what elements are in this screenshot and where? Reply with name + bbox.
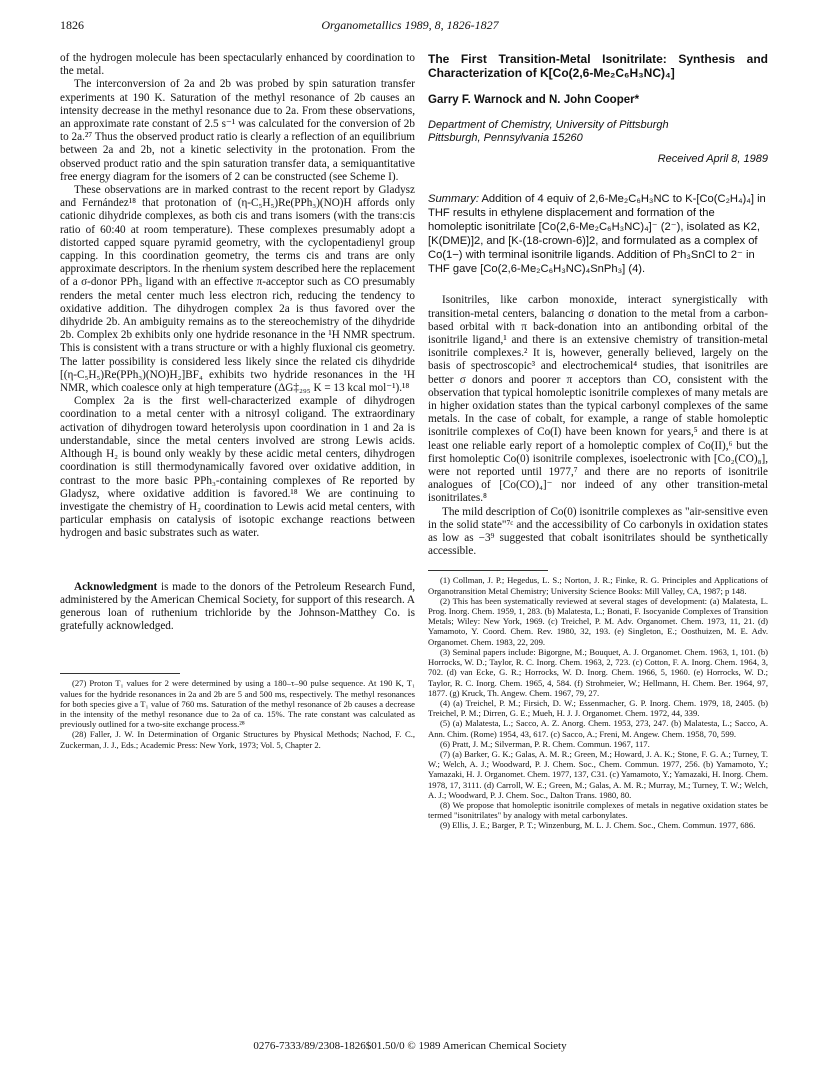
footnote: (6) Pratt, J. M.; Silverman, P. R. Chem. Commun. 1967, 117. xyxy=(440,738,650,749)
article-authors: Garry F. Warnock and N. John Cooper* xyxy=(428,94,640,106)
body-paragraph: Complex 2a is the first well-characterized example of dihydrogen coordination to a metal center with a nitrosyl coligand. The extraordinary activation of dihydrogen toward heterolysis upon coordination in 1 and 2a is understandable, since the metal centers involved are strong Lewis acids. Although H₂ is bound only weakly by these acidic metal centers, dihydrogen coordination is still thermodynamically favored over oxidative addition, in contrast to the more basic PPh₃-containing complexes of Re reported by Gladysz, where oxidative addition is favored.¹⁸ We are continuing to investigate the chemistry of H₂ coordination to Lewis acid metal centers, with particular emphasis on catalysis of isotopic exchange reactions between hydrogen and basic substrates such as water. xyxy=(60,395,415,540)
footnote: (7) (a) Barker, G. K.; Galas, A. M. R.; Green, M.; Howard, J. A. K.; Stone, F. G. A.; Turney, T. W.; Welch, A. J.; Woodward, P. J. Chem. Soc., Chem. Commun. 1977, 256. (b) Yamamoto, Y.; Yamazaki, H. J. Organomet. Chem. 1977, 137, C31. (c) Yamamoto, Y.; Yamazaki, H. Inorg. Chem. 1978, 17, 3111. (d) Carroll, W. E.; Green, M.; Galas, A. M. R.; Murray, M.; Turney, T. W.; Welch, A. J.; Woodward, P. J. Chem. Soc., Dalton Trans. 1980, 80. xyxy=(428,748,768,800)
footnote-rule xyxy=(60,673,180,674)
affiliation-line: Department of Chemistry, University of Pittsburgh xyxy=(428,119,669,132)
acknowledgment-text: is made to the donors of the Petroleum Research Fund, administered by the American Chemical Society, for support of this research. A generous loan of ruthenium trichloride by the Johnson-Matthey Co. is gratefully acknowledged. xyxy=(60,580,415,633)
page-number: 1826 xyxy=(60,18,84,32)
journal-citation: Organometallics 1989, 8, 1826-1827 xyxy=(321,18,499,32)
footnote: (28) Faller, J. W. In Determination of Organic Structures by Physical Methods; Nachod, F. C., Zuckerman, J. J., Eds.; Academic Press: New York, 1973; Vol. 5, Chapter 2. xyxy=(60,729,415,750)
page-footer: 0276-7333/89/2308-1826$01.50/0 © 1989 American Chemical Society xyxy=(253,1040,567,1052)
footnote: (27) Proton T₁ values for 2 were determined by using a 180–τ–90 pulse sequence. At 190 K, T₁ values for the hydride resonances in 2a and 2b are 5 and 500 ms, respectively. The methyl resonances for both species give a T₁ value of 760 ms. Saturation of the methyl resonance of 2b causes a decrease in the intensity of the methyl resonance due to 2a of ca. 15%. The rate constant was calculated as previously outlined for a two-site exchange process.²⁸ xyxy=(60,678,415,730)
right-column xyxy=(428,52,768,831)
footnote: (8) We propose that homoleptic isonitrile complexes of metals in negative oxidation states be termed "isonitrilates" by analogy with metal carbonylates. xyxy=(428,799,768,821)
body-paragraph: These observations are in marked contrast to the recent report by Gladysz and Fernández¹⁸ that protonation of (η-C₅H₅)Re(PPh₃)(NO)H affords only cationic dihydride complexes, as both cis and trans isomers (with the trans:cis ratio of 60:40 at room temperature). These complexes presumably adopt a distorted capped square pyramid geometry, with the cyclopentadienyl group capping. In this coordination geometry, the terms cis and trans are only approximate descriptors. In the rhenium system described here the replacement of a σ-donor PPh₃ ligand with an effective π-acceptor such as CO presumably renders the metal center much less electron rich, reducing the tendency to oxidative addition. The dihydrogen complex 2a is thus favored over the dihydride 2b. An ambiguity remains as to the stereochemistry of the dihydride 2b. Complex 2b exhibits only one hydride resonance in the ¹H NMR spectrum. This is consistent with a trans structure or with a highly fluxional cis geometry. The latter possibility is considered less likely since the related cis dihydride [(η-C₅H₅)Re(PPh₃)(NO)H₂]BF₄ exhibits two hydride resonances in the ¹H NMR, which coalesce only at high temperature (ΔG‡₂₉₅ K = 13 kcal mol⁻¹).¹⁸ xyxy=(60,184,415,395)
footnote-rule xyxy=(428,570,548,571)
summary xyxy=(428,192,768,276)
summary-label: Summary: xyxy=(428,193,479,206)
right-footnotes xyxy=(428,570,768,830)
received-date: Received April 8, 1989 xyxy=(657,153,768,166)
body-paragraph: The mild description of Co(0) isonitrile complexes as "air-sensitive even in the solid state"⁷ᶜ and the accessibility of Co carbonyls in oxidation states as low as −3⁹ suggested that cobalt isonitrilates should be synthetically accessible. xyxy=(428,505,768,558)
footnote: (9) Ellis, J. E.; Barger, P. T.; Winzenburg, M. L. J. Chem. Soc., Chem. Commun. 1977, 686. xyxy=(440,820,756,831)
running-header xyxy=(60,18,760,34)
body-paragraph: The interconversion of 2a and 2b was probed by spin saturation transfer experiments at 190 K. Saturation of the methyl resonance of 2b causes an intensity decrease in the methyl resonance due to 2a. From these observations, an approximate rate constant of 2.5 s⁻¹ was calculated for the conversion of 2b to 2a.²⁷ Thus the observed product ratio is clearly a reflection of an equilibrium between 2a and 2b, not a kinetic selectivity in the protonation. From the observed product ratio and the spin saturation transfer data, a semiquantitative free energy diagram for the isomers of 2 can be constructed (see Scheme I). xyxy=(60,78,415,183)
acknowledgment-heading: Acknowledgment xyxy=(74,580,158,593)
footnote: (2) This has been systematically reviewed at several stages of development: (a) Malatesta, L. Prog. Inorg. Chem. 1959, 1, 283. (b) Malatesta, L.; Bonati, F. Isocyanide Complexes of Transition Metals; Wiley: New York, 1969. (c) Treichel, P. M. Adv. Organomet. Chem. 1973, 11, 21. (d) Yamamoto, Y. Coord. Chem. Rev. 1980, 32, 193. (e) Singleton, E.; Oosthuizen, M. E. Adv. Organomet. Chem. 1983, 22, 209. xyxy=(428,595,768,647)
summary-text: Addition of 4 equiv of 2,6-Me₂C₆H₃NC to K-[Co(C₂H₄)₄] in THF results in ethylene displacement and formation of the homoleptic isonitrilate [Co(2,6-Me₂C₆H₃NC)₄]⁻ (2⁻), isolated as K2, [K(DME)]2, and [K-(18-crown-6)]2, and formulated as a complex of Co(1−) with terminal isonitrile ligands. Addition of Ph₃SnCl to 2⁻ in THF gave [Co(2,6-Me₂C₆H₃NC)₄SnPh₃] (4). xyxy=(428,193,766,276)
footnote: (5) (a) Malatesta, L.; Sacco, A. Z. Anorg. Chem. 1953, 273, 247. (b) Malatesta, L.; Sacco, A. Ann. Chim. (Rome) 1954, 43, 617. (c) Sacco, A.; Freni, M. Angew. Chem. 1958, 70, 599. xyxy=(428,718,768,739)
footnote: (1) Collman, J. P.; Hegedus, L. S.; Norton, J. R.; Finke, R. G. Principles and Applications of Organotransition Metal Chemistry; University Science Books: Mill Valley, CA, 1987; p 148. xyxy=(428,575,768,596)
body-paragraph: of the hydrogen molecule has been spectacularly enhanced by coordination to the metal. xyxy=(60,52,415,78)
left-column xyxy=(60,52,415,750)
body-paragraph: Isonitriles, like carbon monoxide, interact synergistically with transition-metal centers, balancing σ donation to the metal from a carbon-based orbital with π back-donation into an antibonding orbital of the isonitrile ligand,¹ and there is an extensive chemistry of transition-metal isonitrile complexes.² It is, however, generally believed, largely on the basis of spectroscopic³ and electrochemical⁴ studies, that isonitriles are better σ donors and poorer π acceptors than CO, consistent with the observation that typical homoleptic isonitrile complexes of many metals are in higher oxidation states than the typical carbonyl complexes of the same metals. In the case of cobalt, for example, a range of stable homoleptic isonitrile complexes of Co(I) have been known for years,⁵ and there is at least one reliable early report of a homoleptic complex of Co(II),⁶ but the first homoleptic Co(0) isonitrile complexes, isoelectronic with [Co₂(CO)₈], were not reported until 1977,⁷ and there are no reports of isonitrile analogues of [Co(CO)₄]⁻ nor indeed of any other transition-metal isonitrilates.⁸ xyxy=(428,294,768,505)
footnote: (3) Seminal papers include: Bigorgne, M.; Bouquet, A. J. Organomet. Chem. 1963, 1, 101. (b) Horrocks, W. D.; Taylor, R. C. Inorg. Chem. 1963, 2, 723. (c) Cotton, F. A. Inorg. Chem. 1964, 3, 702. (d) van Ecke, G. R.; Horrocks, W. D. Inorg. Chem. 1966, 5, 1960. (e) Horrocks, W. D.; Taylor, R. C. Inorg. Chem. 1965, 4, 584. (f) Strohmeier, W.; Hellmann, H. Chem. Ber. 1964, 97, 1877. (g) Kruck, Th. Angew. Chem. 1967, 79, 27. xyxy=(428,646,768,698)
footnote: (4) (a) Treichel, P. M.; Firsich, D. W.; Essenmacher, G. P. Inorg. Chem. 1979, 18, 2405. (b) Treichel, P. M.; Dirren, G. E.; Mueh, H. J. J. Organomet. Chem. 1972, 44, 339. xyxy=(428,697,768,719)
left-footnotes xyxy=(60,673,415,749)
acknowledgment xyxy=(60,581,415,634)
article-title: The First Transition-Metal Isonitrilate: Synthesis and Characterization of K[Co(2,6-Me₂C₆H₃NC)₄] xyxy=(428,52,768,80)
affiliation-line: Pittsburgh, Pennsylvania 15260 xyxy=(428,132,583,145)
